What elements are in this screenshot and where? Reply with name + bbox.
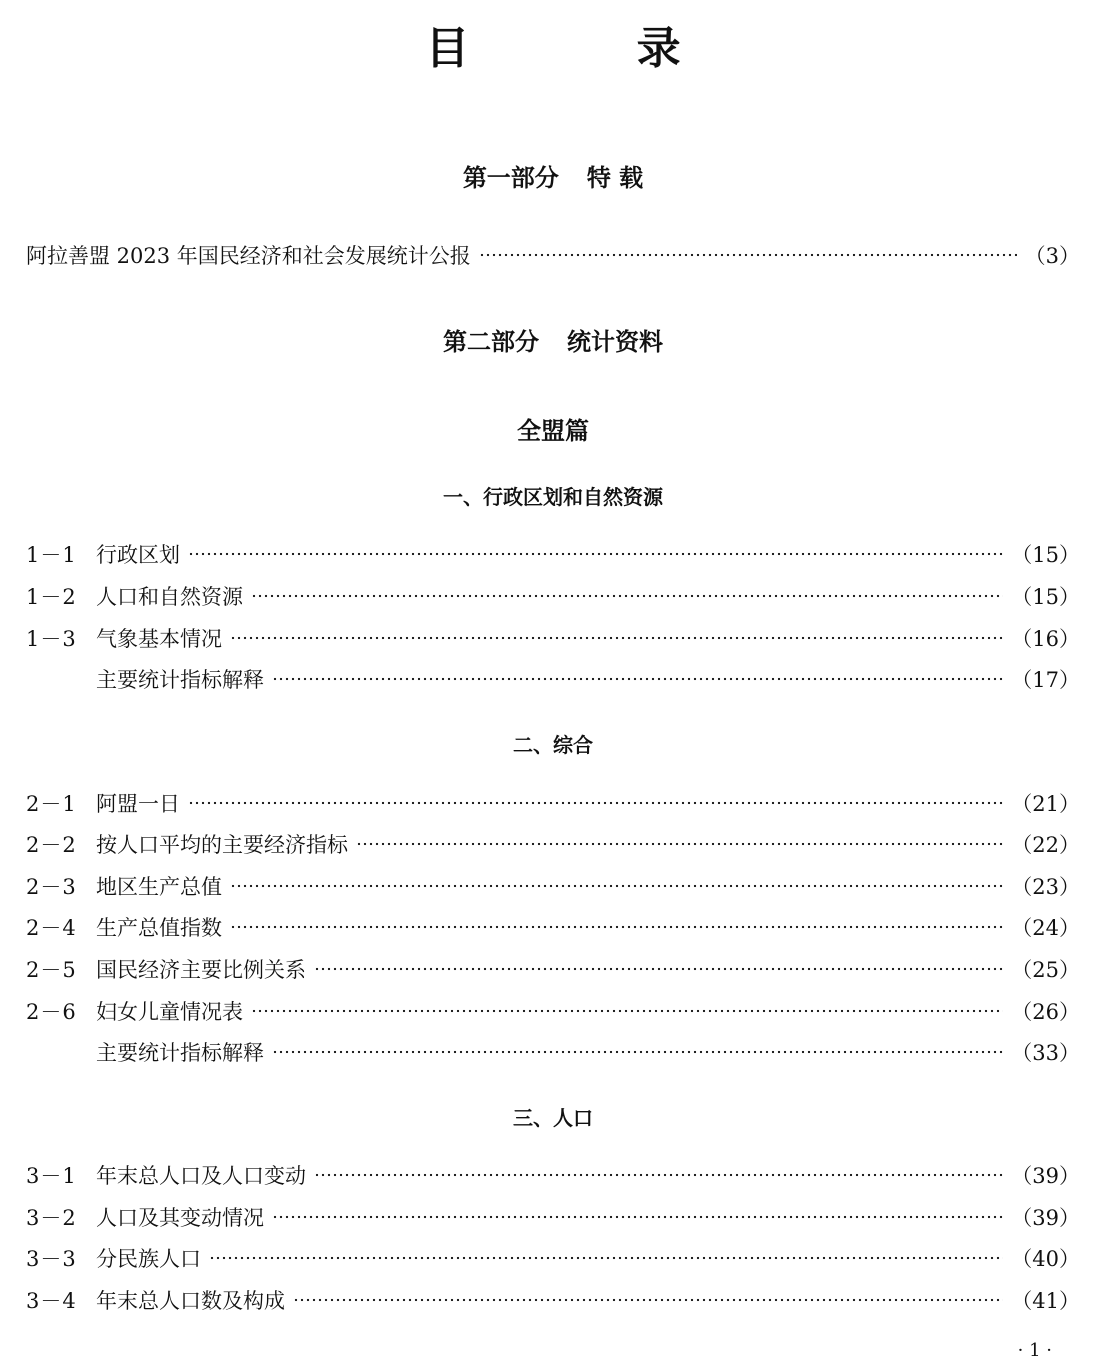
toc-entry-page: （33） bbox=[1011, 1041, 1080, 1065]
toc-entry-2-6[interactable] bbox=[26, 996, 1080, 1026]
toc-entry-text: 主要统计指标解释 bbox=[96, 1041, 264, 1065]
toc-entry-2-2[interactable] bbox=[26, 829, 1080, 859]
toc-entry-number: 2－1 bbox=[26, 792, 77, 816]
dot-leader bbox=[356, 840, 1003, 848]
toc-entry-page: （17） bbox=[1011, 668, 1080, 692]
toc-entry-number: 3－4 bbox=[26, 1289, 77, 1313]
dot-leader bbox=[188, 550, 1003, 558]
dot-leader bbox=[188, 799, 1003, 807]
toc-entry-text: 分民族人口 bbox=[96, 1247, 201, 1271]
toc-entry-2-5[interactable] bbox=[26, 954, 1080, 984]
toc-entry-text: 行政区划 bbox=[96, 543, 180, 567]
toc-entry-number: 2－2 bbox=[26, 833, 77, 857]
toc-entry-page: （15） bbox=[1011, 543, 1080, 567]
toc-entry-2-3[interactable] bbox=[26, 871, 1080, 901]
dot-leader bbox=[272, 1048, 1003, 1056]
page-title: 目 录 bbox=[425, 23, 757, 74]
toc-entry-number: 3－1 bbox=[26, 1164, 77, 1188]
toc-entry-number: 3－2 bbox=[26, 1206, 77, 1230]
toc-entry-3-4[interactable] bbox=[26, 1285, 1080, 1315]
chapter-heading: 全盟篇 bbox=[517, 417, 589, 445]
toc-entry-text: 妇女儿童情况表 bbox=[96, 1000, 243, 1024]
toc-entry-text: 人口和自然资源 bbox=[96, 585, 243, 609]
dot-leader bbox=[251, 592, 1003, 600]
part-two-name: 统计资料 bbox=[567, 328, 663, 356]
toc-entry-number: 2－6 bbox=[26, 1000, 77, 1024]
toc-entry-3-3[interactable] bbox=[26, 1243, 1080, 1273]
toc-entry-text: 阿盟一日 bbox=[96, 792, 180, 816]
part-two-label: 第二部分 bbox=[443, 328, 539, 356]
toc-entry-text: 主要统计指标解释 bbox=[96, 668, 264, 692]
toc-entry-page: （3） bbox=[1024, 244, 1080, 268]
toc-entry-number: 2－3 bbox=[26, 875, 77, 899]
toc-entry-page: （22） bbox=[1011, 833, 1080, 857]
page-number: · 1 · bbox=[1017, 1340, 1052, 1361]
toc-entry-1-3[interactable] bbox=[26, 623, 1080, 653]
toc-entry-page: （15） bbox=[1011, 585, 1080, 609]
part-one-name: 特 载 bbox=[586, 164, 644, 192]
toc-entry-3-2[interactable] bbox=[26, 1202, 1080, 1232]
toc-entry-text: 年末总人口数及构成 bbox=[96, 1289, 285, 1313]
toc-entry-1-notes[interactable] bbox=[26, 664, 1080, 694]
toc-entry-1-2[interactable] bbox=[26, 581, 1080, 611]
dot-leader bbox=[272, 1213, 1003, 1221]
toc-entry-text: 国民经济主要比例关系 bbox=[96, 958, 306, 982]
toc-entry-page: （21） bbox=[1011, 792, 1080, 816]
dot-leader bbox=[272, 675, 1003, 683]
part-one-heading bbox=[0, 158, 1106, 193]
dot-leader bbox=[230, 634, 1003, 642]
toc-entry-page: （26） bbox=[1011, 1000, 1080, 1024]
toc-entry-2-notes[interactable] bbox=[26, 1037, 1080, 1067]
toc-entry-text: 年末总人口及人口变动 bbox=[96, 1164, 306, 1188]
dot-leader bbox=[251, 1007, 1003, 1015]
toc-entry-bulletin[interactable] bbox=[26, 240, 1080, 270]
part-one-label: 第一部分 bbox=[462, 164, 559, 192]
toc-entry-number: 2－4 bbox=[26, 916, 77, 940]
toc-entry-2-4[interactable] bbox=[26, 912, 1080, 942]
toc-entry-page: （24） bbox=[1011, 916, 1080, 940]
toc-entry-number: 1－3 bbox=[26, 627, 77, 651]
toc-entry-2-1[interactable] bbox=[26, 788, 1080, 818]
toc-entry-number: 2－5 bbox=[26, 958, 77, 982]
dot-leader bbox=[209, 1254, 1003, 1262]
dot-leader bbox=[314, 965, 1003, 973]
dot-leader bbox=[293, 1296, 1003, 1304]
toc-entry-text: 气象基本情况 bbox=[96, 627, 222, 651]
toc-entry-number: 3－3 bbox=[26, 1247, 77, 1271]
toc-entry-number: 1－1 bbox=[26, 543, 77, 567]
section-heading-1: 一、行政区划和自然资源 bbox=[443, 485, 663, 509]
toc-entry-page: （39） bbox=[1011, 1164, 1080, 1188]
toc-entry-text: 阿拉善盟 2023 年国民经济和社会发展统计公报 bbox=[26, 244, 471, 268]
section-heading-3: 三、人口 bbox=[513, 1106, 593, 1130]
toc-entry-page: （23） bbox=[1011, 875, 1080, 899]
dot-leader bbox=[314, 1171, 1003, 1179]
dot-leader bbox=[479, 251, 1017, 259]
toc-entry-1-1[interactable] bbox=[26, 539, 1080, 569]
dot-leader bbox=[230, 882, 1003, 890]
dot-leader bbox=[230, 923, 1003, 931]
toc-entry-text: 生产总值指数 bbox=[96, 916, 222, 940]
toc-entry-text: 地区生产总值 bbox=[96, 875, 222, 899]
section-heading-2: 二、综合 bbox=[513, 733, 593, 757]
toc-entry-text: 按人口平均的主要经济指标 bbox=[96, 833, 348, 857]
toc-entry-number: 1－2 bbox=[26, 585, 77, 609]
toc-entry-page: （41） bbox=[1011, 1289, 1080, 1313]
toc-entry-page: （16） bbox=[1011, 627, 1080, 651]
toc-entry-page: （25） bbox=[1011, 958, 1080, 982]
toc-entry-page: （39） bbox=[1011, 1206, 1080, 1230]
part-two-heading bbox=[0, 322, 1106, 357]
toc-entry-3-1[interactable] bbox=[26, 1160, 1080, 1190]
toc-entry-text: 人口及其变动情况 bbox=[96, 1206, 264, 1230]
toc-entry-page: （40） bbox=[1011, 1247, 1080, 1271]
